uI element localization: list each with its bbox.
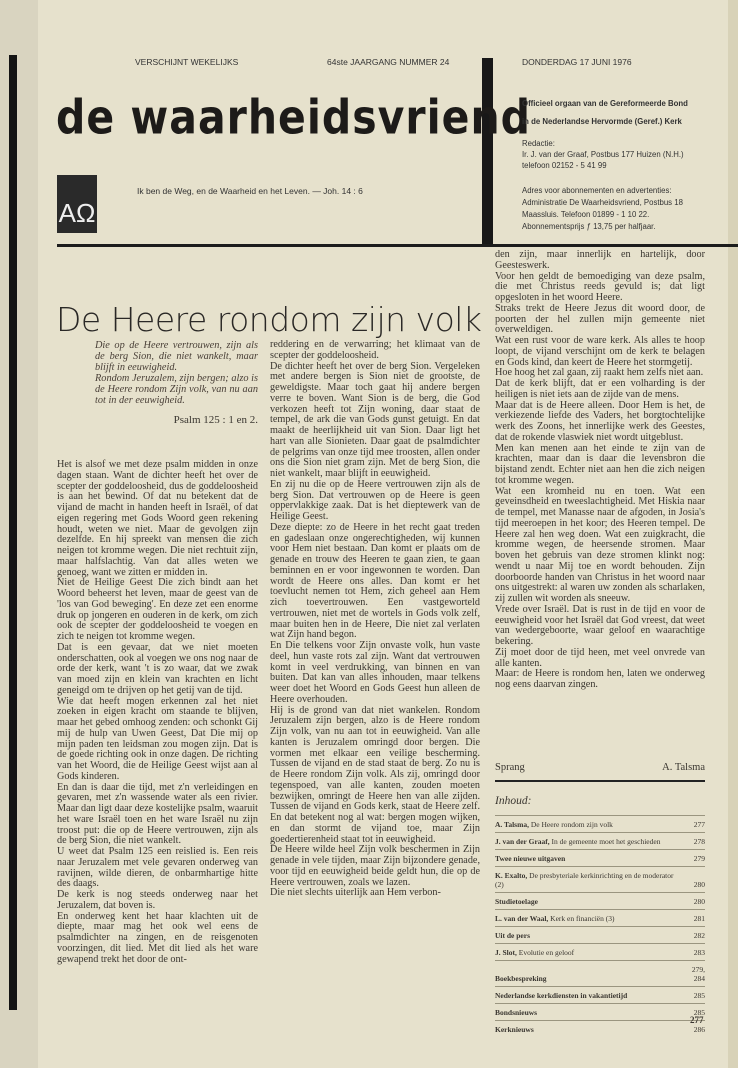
- article-column-1: [57, 460, 258, 965]
- editor-label: Redactie:: [522, 139, 555, 148]
- paragraph: Men kan menen aan het einde te zijn van de krachten, maar dan is daar die levensbron die bijstand zendt. Echter niet aan hen die zich neigen tot kromme wegen.: [495, 442, 705, 486]
- subscription-price: Abonnementsprijs ƒ 13,75 per halfjaar.: [522, 222, 656, 231]
- entry-page: 285: [693, 1008, 705, 1017]
- entry-title: De presbyteriale kerkinrichting en de moderator (2): [495, 871, 674, 889]
- contents-entry: [495, 960, 705, 986]
- article-title: De Heere rondom zijn volk: [56, 300, 482, 339]
- entry-page: 279, 284: [691, 965, 705, 983]
- entry-text: [495, 991, 679, 1000]
- entry-text: [495, 948, 679, 957]
- entry-author: J. Slot,: [495, 948, 517, 957]
- entry-author: Uit de pers: [495, 931, 530, 940]
- signature-author: A. Talsma: [662, 762, 705, 773]
- entry-author: Nederlandse kerkdiensten in vakantietijd: [495, 991, 628, 1000]
- editor-phone: telefoon 02152 - 5 41 99: [522, 161, 607, 170]
- paragraph: Het is alsof we met deze psalm midden in onze dagen staan. Want de dichter heeft het over de scepter der goddeloosheid, dus de goddeloosheid is aan het bewind. Of dat nu betekent dat de vijand de macht in handen heeft in Israël, of dat eigen regering met Gods Woord geen rekening houdt, weten we niet. Maar de gevolgen zijn dezelfde. En hij spreekt van mensen die zich neigen tot kromme wegen. Die niet rechtuit zijn, maar halfslachtig. Van dat alles weten we genoeg, want we zitten er midden in.: [57, 459, 258, 578]
- entry-page: 280: [693, 897, 705, 906]
- paragraph: En Die telkens voor Zijn onvaste volk, hun vaste deel, hun vaste rots zal zijn. Want dat vertrouwen komt in veel verdrukking, van binnen en van buiten. Dat kan van alles inhouden, maar telkens weer doet het Woord en Gods Geest hun alleen de Heere overhouden.: [270, 640, 480, 705]
- paragraph: Voor hen geldt de bemoediging van deze psalm, die met Christus reeds gevuld is; dat ligt opgesloten in het woord Heere.: [495, 270, 705, 303]
- entry-page: 277: [693, 820, 705, 829]
- paragraph: den zijn, maar innerlijk en hartelijk, door Geesteswerk.: [495, 249, 705, 271]
- admin-line-1: Adres voor abonnementen en advertenties:: [522, 186, 672, 195]
- entry-author: Bondsnieuws: [495, 1008, 538, 1017]
- entry-title: De Heere rondom zijn volk: [530, 820, 613, 829]
- paragraph: Niet de Heilige Geest Die zich bindt aan het Woord beheerst het leven, maar de geest van de 'los van God beweging'. En deze zet een enorme druk op jongeren en ouderen in de kerk, om zich ook de scepter der goddeloosheid te voegen en zich te neigen tot kromme wegen.: [57, 577, 258, 642]
- paragraph: Die niet slechts uiterlijk aan Hem verbon-: [270, 887, 441, 899]
- contents-entry: [495, 866, 705, 892]
- article-column-3: [495, 250, 705, 691]
- epigraph-verse-2: Rondom Jeruzalem, zijn bergen; alzo is de Heere rondom Zijn volk, van nu aan tot in der eeuwigheid.: [95, 373, 258, 406]
- entry-text: [495, 1025, 679, 1034]
- contents-entry: [495, 909, 705, 926]
- header-divider: [482, 58, 493, 246]
- contents-entry: [495, 849, 705, 866]
- entry-author: L. van der Waal,: [495, 914, 549, 923]
- entry-author: A. Talsma,: [495, 820, 529, 829]
- issue-date: DONDERDAG 17 JUNI 1976: [522, 57, 632, 67]
- entry-author: K. Exalto,: [495, 871, 528, 880]
- entry-title: Evolutie en geloof: [518, 948, 575, 957]
- entry-page: 278: [693, 837, 705, 846]
- page-number: 277: [690, 1015, 704, 1025]
- entry-page: 285: [693, 991, 705, 1000]
- entry-page: 280: [693, 880, 705, 889]
- entry-page: 279: [693, 854, 705, 863]
- contents-entry: [495, 892, 705, 909]
- contents-heading: Inhoud:: [495, 795, 532, 807]
- entry-text: [495, 914, 679, 923]
- entry-text: [495, 897, 679, 906]
- scripture-reference: Psalm 125 : 1 en 2.: [173, 414, 258, 426]
- binding-bar: [9, 55, 17, 1010]
- paragraph: Zij moet door de tijd heen, met veel onvrede van alle kanten.: [495, 646, 705, 669]
- entry-author: Twee nieuwe uitgaven: [495, 854, 566, 863]
- paragraph: Deze diepte: zo de Heere in het recht gaat treden en gadeslaan onze ongerechtigheden, wij kunnen voor Hem niet bestaan. Dan komt er plaats om de genade en trouw des Heeren te gaan zien, te gaan beminnen en er voor ingewonnen te worden. Dan wordt de Heere ons alles. Dan komt er het toevlucht nemen tot Hem, zich geheel aan Hem zich toevertrouwen. Een vastgeworteld vertrouwen, niet met de wortels in Gods volk zelf, maar buiten hen in de Heere, Die niet zal verlaten wat Zijn hand begon.: [270, 521, 480, 641]
- contents-entry: [495, 926, 705, 943]
- table-of-contents: [495, 815, 705, 1037]
- paragraph: Maar dat is de Heere alleen. Door Hem is het, de verkiezende liefde des Vaders, het borgtochtelijke werk des Zoons, het innerlijke werk des Geestes, dat de rokende vlaswiek niet wordt uitgeblust.: [495, 399, 705, 443]
- paragraph: Vrede over Israël. Dat is rust in de tijd en voor de eeuwigheid voor het Israël dat God vreest, dat weet van wedergeboorte, waar geloof en waarachtige bekering.: [495, 603, 705, 647]
- admin-line-3: Maassluis. Telefoon 01899 - 1 10 22.: [522, 210, 650, 219]
- paragraph: De dichter heeft het over de berg Sion. Vergeleken met andere bergen is Sion niet de grootste, de geweldigste. Maar toch gaat hij andere bergen verre te boven. Want Sion is de berg, die God verkozen heeft tot Zijn woning, daar staat de tempel, de ark die van Gods gunst getuigt. En dat maakt de heerlijkheid uit van Sion. Daar ligt het hart van alle Sionieten. Daar gaat de psalmdichter de pelgrims van onze tijd mee troosten, allen onder ons die Sion niet gram zijn. Met de berg Sion, die niet wankelt, maar blijft in eeuwigheid.: [270, 360, 480, 479]
- paragraph: Hij is de grond van dat niet wankelen. Rondom Jeruzalem zijn bergen, alzo is de Heere rondom Zijn volk, van nu aan tot in eeuwigheid. Van alle kanten is Jeruzalem omringd door bergen. Die vormen met elkaar een veilige bescherming. Tussen de vijand en de stad staat de berg. Zo nu is de Heere rondom Zijn volk. Als zij, omringd door tegenspoed, van alle kanten, zouden moeten bezwijken, omringt de Heere hen van alle zijden. Tussen de vijand en Gods kerk, staat de Heere zelf. En dat betekent nog al wat: bergen mogen wijken, en dan stormt de vijand toe, maar Zijn goedertierenheid staat tot in eeuwigheid.: [270, 704, 480, 845]
- page-edge: [728, 0, 738, 1068]
- entry-title: Kerk en financiën (3): [550, 914, 615, 923]
- contents-entry: [495, 986, 705, 1003]
- article-column-2: [270, 340, 480, 899]
- signature-place: Sprang: [495, 762, 525, 773]
- entry-text: [495, 974, 679, 983]
- entry-text: [495, 871, 679, 889]
- page-margin: [0, 0, 38, 1068]
- entry-author: Studietoelage: [495, 897, 538, 906]
- article-epigraph: [95, 340, 258, 406]
- entry-page: 281: [693, 914, 705, 923]
- paragraph: Maar: de Heere is rondom hen, laten we onderweg nog eens daarvan zingen.: [495, 668, 705, 690]
- motto: Ik ben de Weg, en de Waarheid en het Leven. — Joh. 14 : 6: [137, 186, 363, 196]
- paragraph: De Heere wilde heel Zijn volk beschermen in Zijn genade in vele tijden, maar Zijn bijzondere genade, voor tijd en eeuwigheid beide geldt hun, die op de Heere vertrouwen, zoals we lazen.: [270, 844, 480, 888]
- paragraph: De kerk is nog steeds onderweg naar het Jeruzalem, dat boven is.: [57, 889, 258, 911]
- paragraph: En zij nu die op de Heere vertrouwen zijn als de berg Sion. Dat vertrouwen op de Heere is geen oppervlakkige zaak. Dat is het dieptewerk van de Heilige Geest.: [270, 478, 480, 522]
- entry-text: [495, 931, 679, 940]
- entry-page: 282: [693, 931, 705, 940]
- contents-entry: [495, 943, 705, 960]
- entry-author: Kerknieuws: [495, 1025, 534, 1034]
- paragraph: Wat een rust voor de ware kerk. Als alles te hoop loopt, de vijand verschijnt om de kerk te belagen en Gods kind, dan keert de Heere het stormgetij.: [495, 335, 705, 368]
- paragraph: Dat is een gevaar, dat we niet moeten onderschatten, ook al voegen we ons nog naar de orde der kerk, want 't is zo waar, dat we zwak van moed zijn en klein van krachten en licht geneigd om te drijven op het getij van de tijd.: [57, 641, 258, 696]
- alpha-omega-logo: AΩ: [57, 175, 97, 233]
- paragraph: Dat de kerk blijft, dat er een volharding is der heiligen is niet iets aan de zijde van de mens.: [495, 378, 705, 400]
- entry-page: 286: [693, 1025, 705, 1034]
- header-rule: [57, 244, 738, 247]
- official-line-2: in de Nederlandse Hervormde (Geref.) Kerk: [522, 117, 682, 126]
- entry-author: J. van der Graaf,: [495, 837, 550, 846]
- official-line-1: Officieel orgaan van de Gereformeerde Bond: [522, 99, 688, 108]
- contents-entry: [495, 1020, 705, 1037]
- paragraph: En dan is daar die tijd, met z'n verleidingen en gevaren, met z'n wassende water als een rivier. Maar dan ligt daar deze kostelijke psalm, waaruit het ware Israël toen en het ware Israël nu zijn troost put: die op de Heere vertrouwen, zijn als de berg Sion, die niet wankelt.: [57, 781, 258, 847]
- entry-page: 283: [693, 948, 705, 957]
- paragraph: reddering en de verwarring; het klimaat van de scepter der goddeloosheid.: [270, 339, 480, 361]
- entry-text: [495, 837, 679, 846]
- paragraph: Straks trekt de Heere Jezus dit woord door, de poorten der hel zullen mijn gemeente niet overweldigen.: [495, 302, 705, 336]
- volume-label: 64ste JAARGANG NUMMER 24: [327, 57, 450, 67]
- paragraph: En onderweg kent het haar klachten uit de diepte, maar mag het ook wel eens de psalmdichter na zingen, en de reisgenoten voorzingen, dit lied. Met dit lied als het ware gewapend trekt het door de ont-: [57, 910, 258, 965]
- admin-line-2: Administratie De Waarheidsvriend, Postbus 18: [522, 198, 683, 207]
- entry-author: Boekbespreking: [495, 974, 547, 983]
- article-signature: [495, 762, 705, 773]
- epigraph-verse-1: Die op de Heere vertrouwen, zijn als de berg Sion, die niet wankelt, maar blijft in eeuwigheid.: [95, 340, 258, 373]
- entry-title: In de gemeente moet het geschieden: [551, 837, 661, 846]
- masthead-title: de waarheidsvriend: [56, 90, 532, 146]
- paragraph: U weet dat Psalm 125 een reislied is. Een reis naar Jeruzalem met vele gevaren onderweg van ravijnen, wilde dieren, de onbarmhartige hitte des daags.: [57, 846, 258, 890]
- frequency-label: VERSCHIJNT WEKELIJKS: [135, 57, 239, 67]
- editor-address: Ir. J. van der Graaf, Postbus 177 Huizen (N.H.): [522, 150, 684, 159]
- contents-entry: [495, 1003, 705, 1020]
- paragraph: Hoe hoog het zal gaan, zij raakt hem zelfs niet aan.: [495, 367, 704, 379]
- entry-text: [495, 820, 679, 829]
- entry-text: [495, 1008, 679, 1017]
- contents-entry: [495, 832, 705, 849]
- signature-rule: [495, 780, 705, 782]
- paragraph: Wat een kromheid nu en toen. Wat een geveinsdheid en tweeslachtigheid. Met Hiskia naar de tempel, met Manasse naar de afgoden, in Josia's tijd meeroepen in het koor; des Heeren tempel. De Heere zal hen weg doen. Wat een zuigkracht, die kromme wegen, de heersende stromen. Maar boven het gebruis van deze stromen klinkt nog: wendt u naar Mij toe en wordt behouden. Zijn doorboorde handen van Christus in het woord naar ons uitgestrekt: al waren uw zonden als scharlaken, zij zullen wit worden als sneeuw.: [495, 485, 705, 604]
- paragraph: Wie dat heeft mogen erkennen zal het niet zoeken in eigen kracht om staande te blijven, maar het gebed omhoog zenden: och schonkt Gij mij de hulp van Uwen Geest, Dat Die mij op mijn paden ten leidsman zou mogen zijn. Dat is de goede richting ook in onze dagen. De richting van het Woord, die de Heilige Geest wijst aan al Gods kinderen.: [57, 695, 258, 782]
- entry-text: [495, 854, 679, 863]
- contents-entry: [495, 815, 705, 832]
